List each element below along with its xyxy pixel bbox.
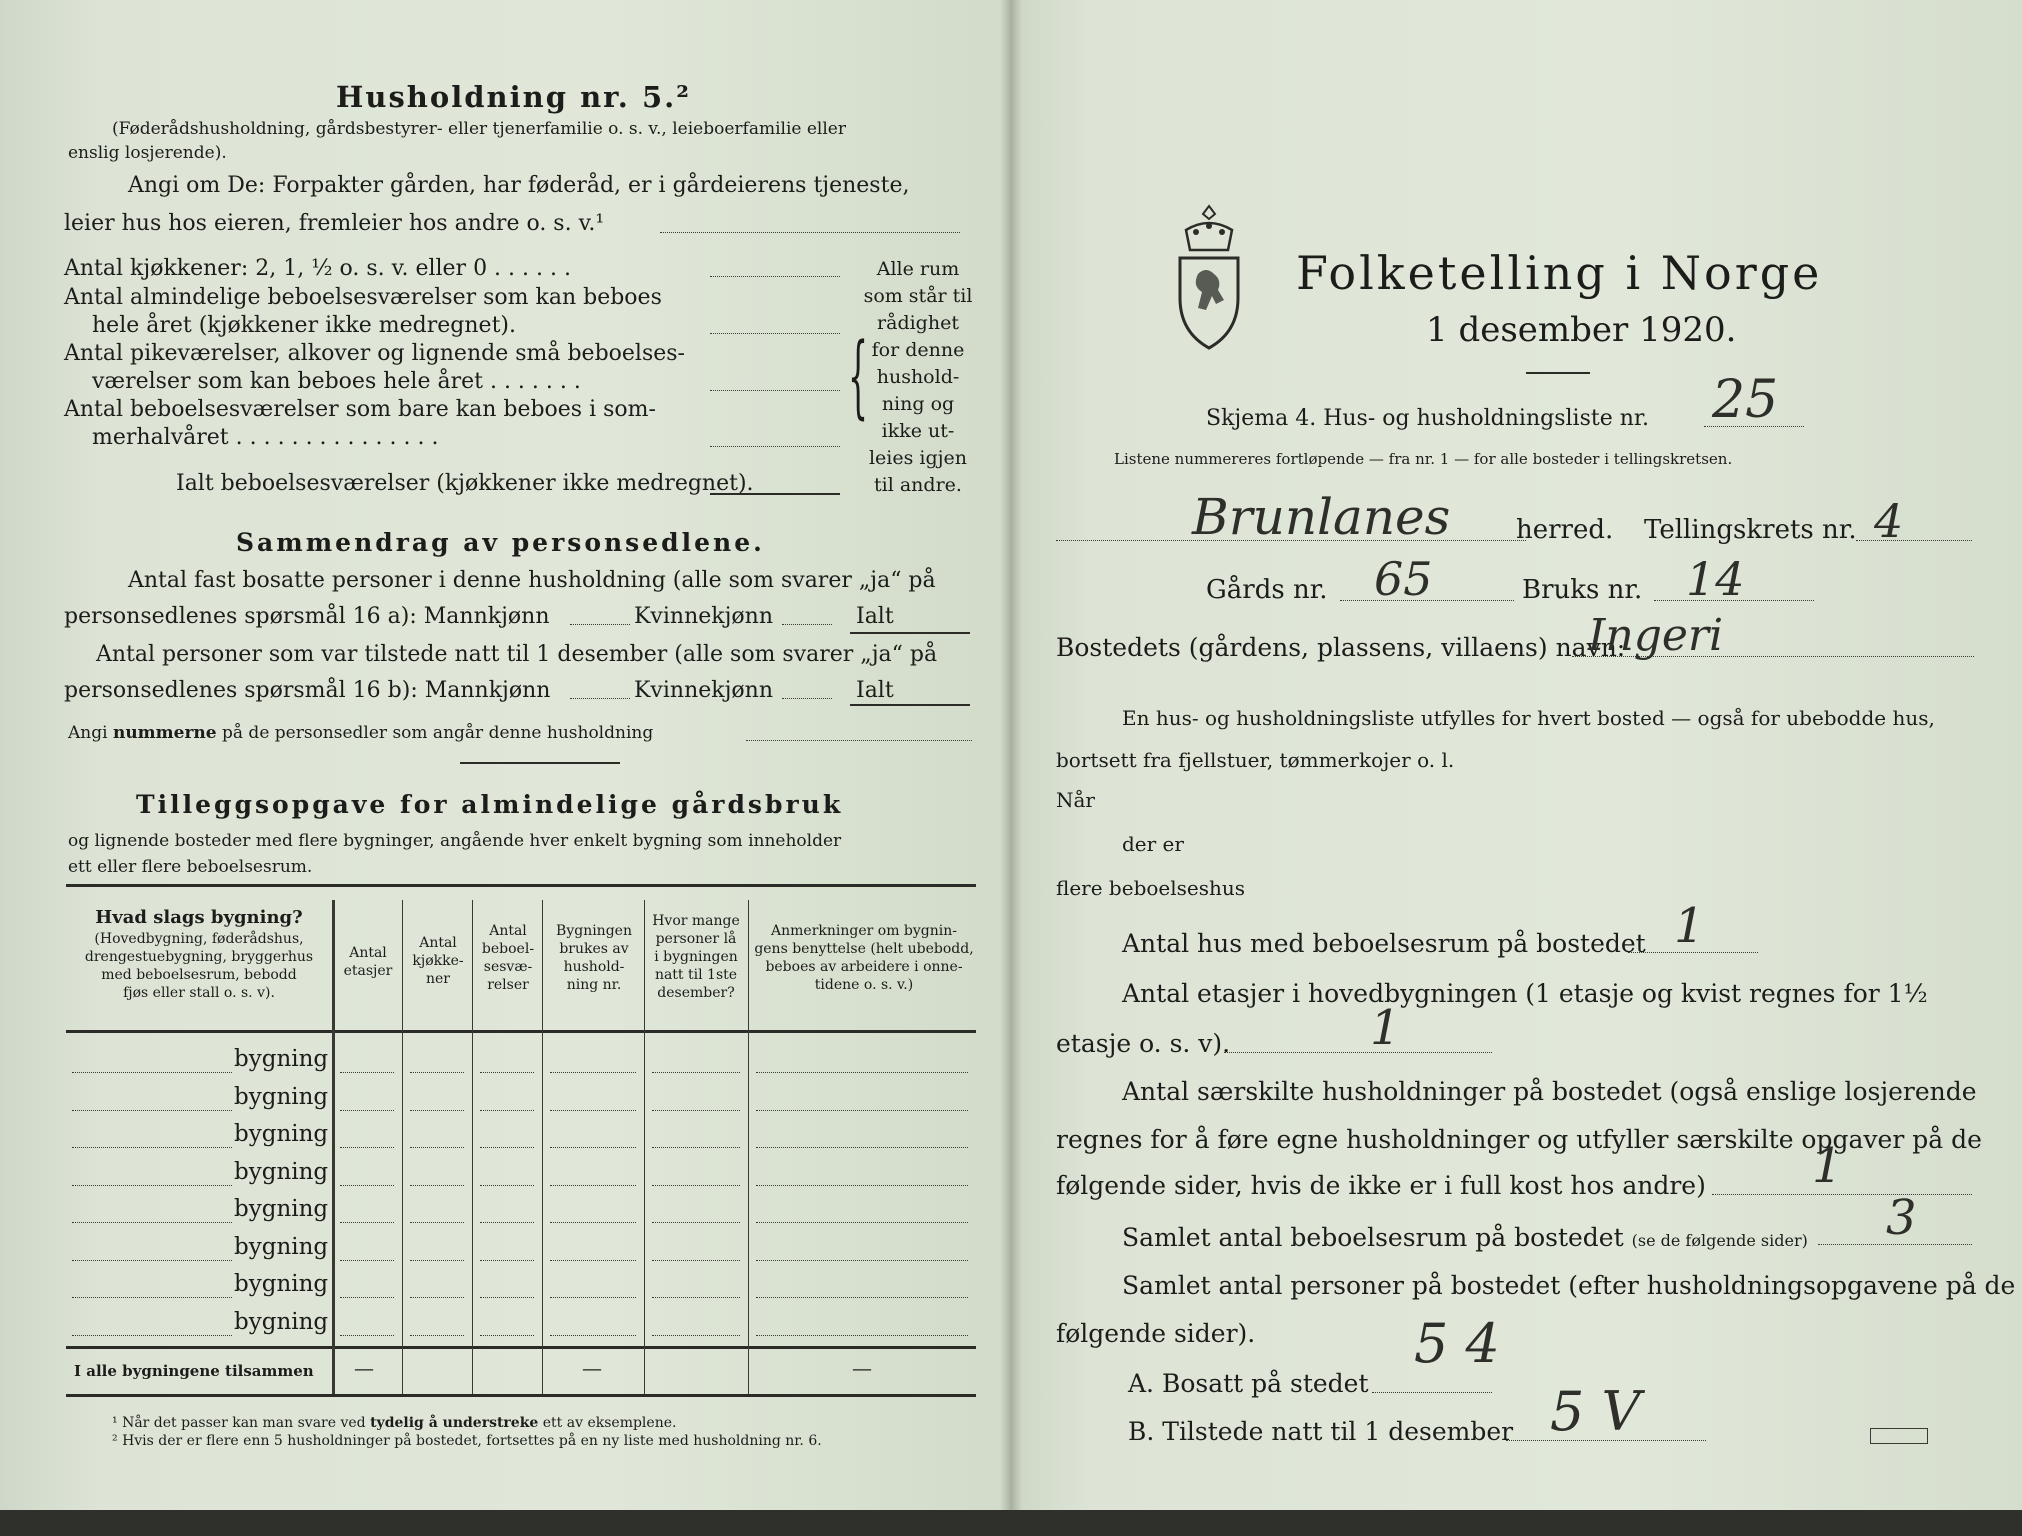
left-page	[0, 0, 1010, 1536]
coat-of-arms-icon	[1172, 202, 1246, 352]
bruks-label: Bruks nr.	[1522, 575, 1643, 605]
table-cell-line	[340, 1260, 394, 1261]
total-dash-floors: —	[354, 1356, 374, 1380]
herred-value: Brunlanes	[1192, 488, 1451, 546]
rooms-side-note: Alle rum som står til rådighet for denne hushold- ning og ikke ut- leies igjen til andre.	[863, 258, 973, 496]
col-header-kitchens: Antal kjøkke- ner	[412, 935, 464, 987]
table-cell-line	[480, 1222, 534, 1223]
total-dash-remarks: —	[852, 1356, 872, 1380]
right-page	[1010, 0, 2022, 1536]
resident-female-label: Kvinnekjønn	[634, 604, 773, 629]
table-cell-line	[756, 1185, 968, 1186]
household-note-2: enslig losjerende).	[68, 143, 227, 163]
resident-label: A. Bosatt på stedet	[1128, 1369, 1369, 1398]
household-heading: Husholdning nr. 5.²	[336, 80, 691, 114]
numbering-note: Listene nummereres fortløpende — fra nr. 1 — for alle bosteder i tellingskretsen.	[1114, 450, 1733, 468]
table-cell-line	[410, 1147, 464, 1148]
resident-line	[1372, 1392, 1492, 1393]
col-header-household-no: Bygningen brukes av hushold- ning nr.	[556, 923, 632, 993]
table-cell-line	[410, 1185, 464, 1186]
page-fold	[1000, 0, 1022, 1536]
households-q1: Antal særskilte husholdninger på bostedet (også enslige losjerende	[1122, 1077, 1977, 1106]
col-divider-5	[644, 900, 645, 1394]
summary-heading: Sammendrag av personsedlene.	[236, 528, 765, 557]
col-divider-1	[332, 900, 335, 1394]
table-cell-line	[340, 1297, 394, 1298]
table-cell-line	[550, 1110, 636, 1111]
resident-q1: Antal fast bosatte personer i denne husholdning (alle som svarer „ja“ på	[128, 568, 936, 593]
table-cell-line	[652, 1072, 740, 1073]
title-rule	[1526, 372, 1590, 374]
table-cell-line	[480, 1185, 534, 1186]
table-cell-line	[652, 1260, 740, 1261]
present-male-line	[570, 698, 630, 699]
table-cell-line	[550, 1185, 636, 1186]
table-header-rule	[66, 1030, 976, 1033]
table-total-rule	[66, 1346, 976, 1349]
resident-total-label: Ialt	[856, 604, 894, 629]
building-type-line	[72, 1297, 232, 1298]
building-type-line	[72, 1335, 232, 1336]
table-cell-line	[550, 1260, 636, 1261]
table-cell-line	[550, 1147, 636, 1148]
building-type-line	[72, 1147, 232, 1148]
present-label: B. Tilstede natt til 1 desember	[1128, 1417, 1514, 1446]
building-row-label: bygning	[234, 1233, 329, 1260]
table-cell-line	[410, 1260, 464, 1261]
present-female-label: Kvinnekjønn	[634, 678, 773, 703]
table-cell-line	[480, 1260, 534, 1261]
households-q2: regnes for å føre egne husholdninger og utfyller særskilte opgaver på de	[1056, 1125, 1982, 1154]
building-type-line	[72, 1222, 232, 1223]
building-type-line	[72, 1260, 232, 1261]
tenure-question-2: leier hus hos eieren, fremleier hos andre o. s. v.¹	[64, 211, 605, 236]
col-header-remarks: Anmerkninger om bygnin- gens benyttelse (helt ubebodd, beboes av arbeidere i onne- tidene o. s. v.)	[754, 923, 974, 993]
scan-edge	[0, 1510, 2022, 1536]
building-type-line	[72, 1072, 232, 1073]
gards-value: 65	[1374, 552, 1433, 606]
table-cell-line	[550, 1297, 636, 1298]
instructions-2: bortsett fra fjellstuer, tømmerkojer o. l.	[1056, 748, 1455, 772]
census-date: 1 desember 1920.	[1426, 310, 1737, 350]
maid-rooms-q2: værelser som kan beboes hele året . . . . . . .	[92, 369, 581, 394]
summer-rooms-q1: Antal beboelsesværelser som bare kan beboes i som-	[64, 397, 656, 422]
total-persons-q2: følgende sider).	[1056, 1319, 1256, 1348]
table-cell-line	[480, 1297, 534, 1298]
table-cell-line	[756, 1222, 968, 1223]
numbers-question: Angi nummerne på de personsedler som angår denne husholdning	[68, 723, 654, 743]
col-divider-6	[748, 900, 749, 1394]
table-cell-line	[652, 1222, 740, 1223]
building-type-line	[72, 1110, 232, 1111]
present-total-line	[850, 704, 970, 706]
tenure-answer-line	[660, 232, 960, 233]
col-header-building: Hvad slags bygning? (Hovedbygning, føderådshus, drengestuebygning, bryggerhus med beboelsesrum, bebodd fjøs eller stall o. s. v).	[84, 907, 314, 1001]
instructions-4: der er	[1122, 832, 1184, 856]
place-name-label: Bostedets (gårdens, plassens, villaens) navn:	[1056, 633, 1626, 662]
bruks-value: 14	[1686, 552, 1745, 606]
table-cell-line	[410, 1222, 464, 1223]
summer-line	[710, 446, 840, 447]
supplement-note-1: og lignende bosteder med flere bygninger, angående hver enkelt bygning som inneholder	[68, 831, 842, 851]
table-cell-line	[756, 1110, 968, 1111]
total-rooms-value: 3	[1886, 1190, 1917, 1246]
table-cell-line	[550, 1222, 636, 1223]
table-cell-line	[340, 1110, 394, 1111]
table-cell-line	[480, 1147, 534, 1148]
table-cell-line	[652, 1185, 740, 1186]
table-cell-line	[340, 1335, 394, 1336]
table-cell-line	[550, 1335, 636, 1336]
household-note-1: (Føderådshusholdning, gårdsbestyrer- eller tjenerfamilie o. s. v., leieboerfamilie eller	[112, 119, 846, 139]
table-cell-line	[756, 1335, 968, 1336]
printer-stamp	[1870, 1428, 1928, 1444]
building-row-label: bygning	[234, 1271, 329, 1297]
ordinary-rooms-q1: Antal almindelige beboelsesværelser som kan beboes	[64, 285, 662, 310]
resident-q2: personsedlenes spørsmål 16 a): Mannkjønn	[64, 604, 550, 629]
resident-total-line	[850, 632, 970, 634]
total-rooms-question: Samlet antal beboelsesrum på bostedet (se de følgende sider)	[1122, 1223, 1808, 1252]
present-q2: personsedlenes spørsmål 16 b): Mannkjønn	[64, 678, 551, 703]
col-divider-4	[542, 900, 543, 1394]
ordinary-rooms-q2: hele året (kjøkkener ikke medregnet).	[92, 313, 516, 338]
houses-value: 1	[1674, 898, 1705, 954]
building-row-label: bygning	[234, 1196, 329, 1222]
brace: {	[848, 324, 869, 429]
kitchens-line	[710, 276, 840, 277]
table-cell-line	[652, 1335, 740, 1336]
instructions-5: flere beboelseshus	[1056, 876, 1246, 900]
table-total-label: I alle bygningene tilsammen	[74, 1362, 314, 1380]
table-cell-line	[756, 1297, 968, 1298]
supplement-note-2: ett eller flere beboelsesrum.	[68, 857, 313, 877]
table-cell-line	[410, 1297, 464, 1298]
building-row-label: bygning	[234, 1083, 329, 1110]
herred-label: herred.	[1516, 515, 1614, 545]
building-row-label: bygning	[234, 1121, 329, 1147]
table-cell-line	[550, 1072, 636, 1073]
ordinary-line	[710, 333, 840, 334]
tenure-question-1: Angi om De: Forpakter gården, har føderåd, er i gårdeierens tjeneste,	[128, 173, 910, 198]
district-label: Tellingskrets nr.	[1644, 515, 1857, 545]
table-cell-line	[756, 1147, 968, 1148]
table-cell-line	[340, 1185, 394, 1186]
gards-label: Gårds nr.	[1206, 575, 1328, 605]
footnote-2: ² Hvis der er flere enn 5 husholdninger på bostedet, fortsettes på en ny liste med husholdning nr. 6.	[112, 1433, 822, 1449]
summer-rooms-q2: merhalvåret . . . . . . . . . . . . . . .	[92, 425, 439, 450]
building-type-line	[72, 1185, 232, 1186]
list-number-value: 25	[1712, 370, 1779, 430]
building-row-label: bygning	[234, 1158, 329, 1185]
col-divider-2	[402, 900, 403, 1394]
houses-question: Antal hus med beboelsesrum på bostedet	[1122, 929, 1646, 958]
table-cell-line	[410, 1072, 464, 1073]
maid-rooms-q1: Antal pikeværelser, alkover og lignende små beboelses-	[64, 341, 685, 366]
households-q3: følgende sider, hvis de ikke er i full kost hos andre)	[1056, 1171, 1706, 1200]
table-cell-line	[340, 1072, 394, 1073]
form-title: Folketelling i Norge	[1296, 246, 1823, 300]
total-rooms-q: Ialt beboelsesværelser (kjøkkener ikke medregnet).	[176, 471, 754, 496]
kitchens-question: Antal kjøkkener: 2, 1, ½ o. s. v. eller 0 . . . . . .	[64, 256, 571, 281]
table-cell-line	[756, 1260, 968, 1261]
table-cell-line	[652, 1147, 740, 1148]
table-cell-line	[340, 1222, 394, 1223]
table-cell-line	[480, 1335, 534, 1336]
building-row-label: bygning	[234, 1308, 329, 1335]
supplement-heading: Tilleggsopgave for almindelige gårdsbruk	[136, 790, 844, 819]
table-cell-line	[410, 1335, 464, 1336]
households-line	[1712, 1194, 1972, 1195]
table-bottom-rule	[66, 1394, 976, 1397]
households-value: 1	[1812, 1138, 1843, 1194]
col-divider-3	[472, 900, 473, 1394]
resident-female-line	[782, 624, 832, 625]
present-q1: Antal personer som var tilstede natt til 1 desember (alle som svarer „ja“ på	[96, 642, 938, 667]
floors-question-2: etasje o. s. v).	[1056, 1029, 1231, 1058]
table-cell-line	[480, 1072, 534, 1073]
col-header-rooms: Antal beboel- sesvæ- relser	[481, 923, 535, 993]
floors-line	[1224, 1052, 1492, 1053]
present-female-line	[782, 698, 832, 699]
table-cell-line	[480, 1110, 534, 1111]
present-total-label: Ialt	[856, 678, 894, 703]
table-cell-line	[652, 1110, 740, 1111]
footnote-1: ¹ Når det passer kan man svare ved tydelig å understreke ett av eksemplene.	[112, 1415, 677, 1431]
table-cell-line	[756, 1072, 968, 1073]
instructions-3: Når	[1056, 788, 1095, 812]
instructions-1: En hus- og husholdningsliste utfylles for hvert bosted — også for ubebodde hus,	[1122, 706, 1935, 730]
maid-line	[710, 390, 840, 391]
table-cell-line	[340, 1147, 394, 1148]
building-row-label: bygning	[234, 1046, 329, 1072]
table-top-rule	[66, 884, 976, 887]
place-name-value: Ingeri	[1588, 610, 1724, 661]
col-header-floors: Antal etasjer	[343, 945, 393, 979]
total-persons-q1: Samlet antal personer på bostedet (efter husholdningsopgavene på de	[1122, 1271, 2016, 1300]
table-cell-line	[652, 1297, 740, 1298]
floors-question-1: Antal etasjer i hovedbygningen (1 etasje og kvist regnes for 1½	[1122, 979, 1928, 1008]
resident-male-line	[570, 624, 630, 625]
present-value: 5 V	[1550, 1380, 1641, 1443]
resident-value: 5 4	[1414, 1312, 1500, 1375]
total-line	[710, 493, 840, 495]
col-header-persons: Hvor mange personer lå i bygningen natt til 1ste desember?	[652, 913, 740, 1001]
table-cell-line	[410, 1110, 464, 1111]
numbers-line	[746, 740, 972, 741]
district-value: 4	[1874, 494, 1904, 548]
schema-label: Skjema 4. Hus- og husholdningsliste nr.	[1206, 406, 1649, 431]
divider	[460, 762, 620, 764]
floors-value: 1	[1370, 1000, 1401, 1056]
total-dash-household: —	[582, 1356, 602, 1380]
